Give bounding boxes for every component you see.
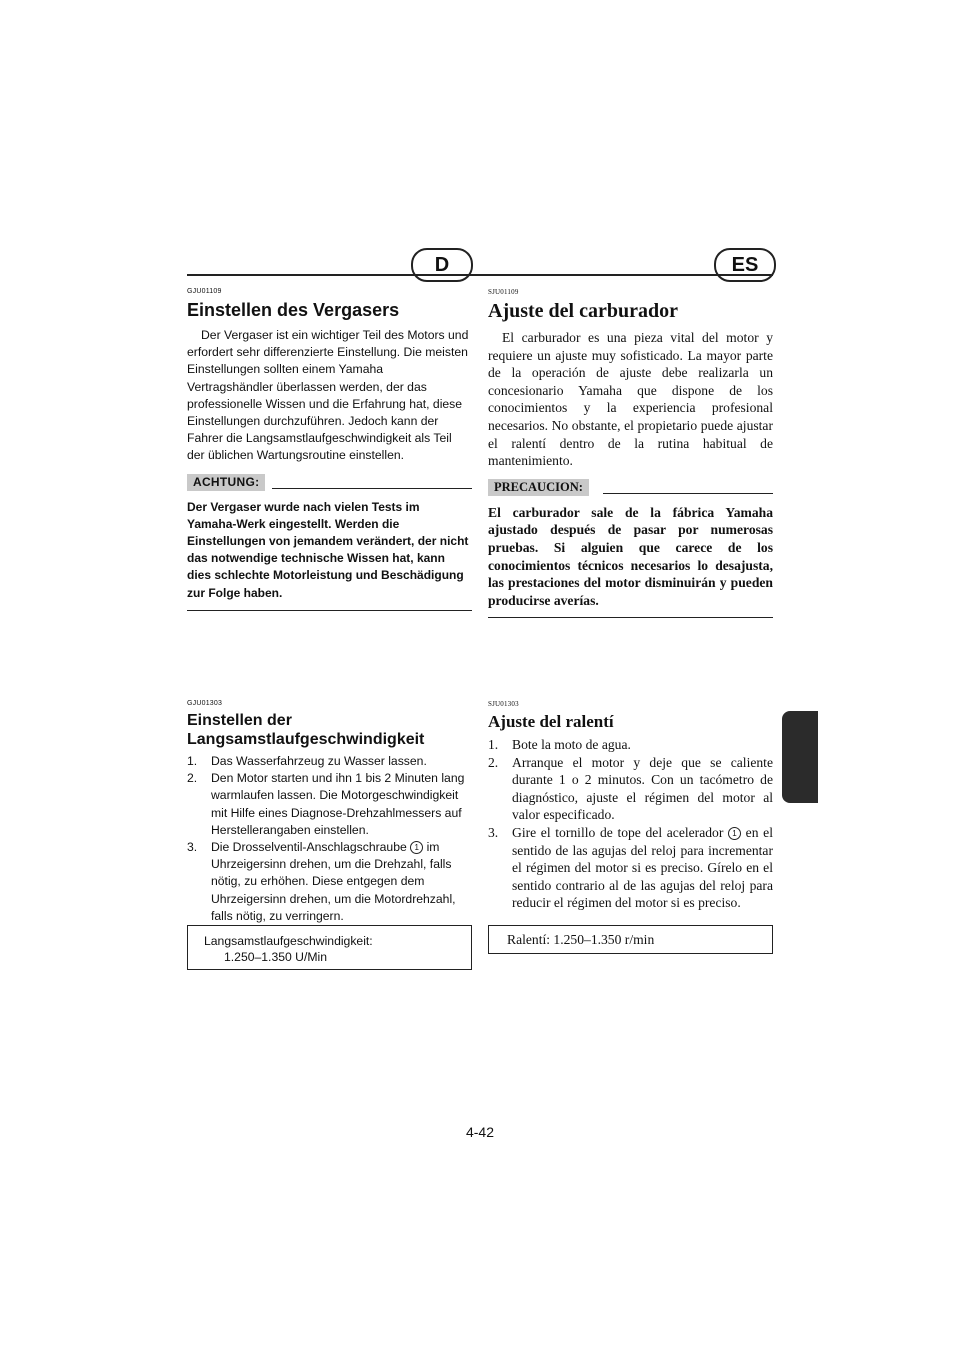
section-title: Ajuste del carburador <box>488 300 678 322</box>
section-code: GJU01303 <box>187 700 223 707</box>
section-code: SJU01109 <box>488 288 519 296</box>
spec-value: Ralentí: 1.250–1.350 r/min <box>507 932 655 947</box>
step-text: Das Wasserfahrzeug zu Wasser lassen. <box>211 754 427 768</box>
de-spec-box <box>187 925 472 970</box>
step-list <box>187 753 472 925</box>
step-list <box>488 736 773 912</box>
chapter-tab <box>782 711 818 803</box>
section-body: Der Vergaser ist ein wichtiger Teil des Motors und erfordert sehr differenzierte Einstellung. Die meisten Einstellungen sollten einem Yamaha Vertragshändler überlassen werden, der das professionelle Wissen und die Erfahrung hat, diese Einstellungen durchzuführen. Jedoch kann der Fahrer die Langsamstlaufgeschwindigkeit als Teil der üblichen Wartungsroutine einstellen. <box>187 328 469 463</box>
warning-text: El carburador sale de la fábrica Yamaha ajustado después de pasar por numerosas pruebas. Si alguien que carece de los conocimientos técnicos necesarios lo desajusta, las prestaciones del motor disminuirán y pueden producirse averías. <box>488 504 773 608</box>
list-item <box>488 824 773 912</box>
warning-end-rule <box>187 610 472 611</box>
section-code: GJU01109 <box>187 288 222 295</box>
warning-header <box>488 478 773 496</box>
step-text: Den Motor starten und ihn 1 bis 2 Minuten lang warmlaufen lassen. Die Motorgeschwindigkeit mit Hilfe eines Diagnose-Drehzahlmessers auf Herstellerangaben einstellen. <box>211 771 465 837</box>
warning-label: ACHTUNG: <box>187 474 265 491</box>
list-item <box>187 770 472 839</box>
list-item <box>488 754 773 824</box>
language-badge-es: ES <box>714 248 776 282</box>
de-idle-section <box>187 700 472 925</box>
section-title: Einstellen der Langsamstlaufgeschwindigkeit <box>187 712 425 748</box>
callout-number-icon: 1 <box>728 827 741 840</box>
spec-value: 1.250–1.350 U/Min <box>224 950 327 964</box>
list-item <box>187 839 472 925</box>
step-number: 2. <box>488 754 499 770</box>
warning-text: Der Vergaser wurde nach vielen Tests im Yamaha-Werk eingestellt. Werden die Einstellungen von jemandem verändert, der nicht das notwendige technische Wissen hat, kann dies schlechte Motorleistung und Beschädigung zur Folge haben. <box>187 499 469 600</box>
list-item <box>488 736 773 754</box>
header-rule <box>187 274 773 276</box>
warning-end-rule <box>488 617 773 618</box>
step-number: 2. <box>187 771 198 786</box>
step-text: en el sentido de las agujas del reloj para incrementar el régimen del motor si es preciso. Gírelo en el sentido contrario al de las agujas del reloj para reducir el régimen del motor si es preciso. <box>512 824 773 911</box>
language-badge-de: D <box>411 248 473 282</box>
section-body: El carburador es una pieza vital del motor y requiere un ajuste muy sofisticado. La mayor parte de la operación de ajuste debe realizarla un concesionario Yamaha que dispone de los conocimientos y la experiencia profesional necesarios. No obstante, el propietario puede ajustar el ralentí dentro de la rutina habitual de mantenimiento. <box>488 330 773 469</box>
step-text: Gire el tornillo de tope del acelerador <box>512 824 724 840</box>
page-number: 4-42 <box>465 1124 495 1140</box>
spec-label: Langsamstlaufgeschwindigkeit: <box>204 934 373 948</box>
step-text: Die Drosselventil-Anschlagschraube <box>211 840 407 855</box>
de-carburetor-section <box>187 288 472 611</box>
step-number: 3. <box>488 824 499 840</box>
warning-label: PRECAUCION: <box>488 479 589 496</box>
step-number: 1. <box>187 754 198 768</box>
section-title: Ajuste del ralentí <box>488 712 614 731</box>
es-idle-section <box>488 700 773 912</box>
step-text: im Uhrzeigersinn drehen, um die Drehzahl, falls nötig, zu erhöhen. Diese entgegen dem Uhrzeigersinn drehen, um die Motordrehzahl, falls nötig, zu verringern. <box>211 840 456 923</box>
es-spec-box <box>488 925 773 954</box>
section-title: Einstellen des Vergasers <box>187 300 400 320</box>
callout-number-icon: 1 <box>410 841 423 854</box>
section-code: SJU01303 <box>488 700 519 708</box>
step-text: Arranque el motor y deje que se caliente durante 1 o 2 minutos. Con un tacómetro de diagnóstico, ajuste el régimen del motor al valor especificado. <box>512 754 773 823</box>
warning-rule <box>603 493 773 494</box>
step-number: 3. <box>187 840 198 855</box>
warning-rule <box>272 488 472 489</box>
step-number: 1. <box>488 737 499 752</box>
list-item <box>187 753 472 770</box>
es-carburetor-section <box>488 288 773 618</box>
warning-header <box>187 473 472 491</box>
step-text: Bote la moto de agua. <box>512 737 631 752</box>
